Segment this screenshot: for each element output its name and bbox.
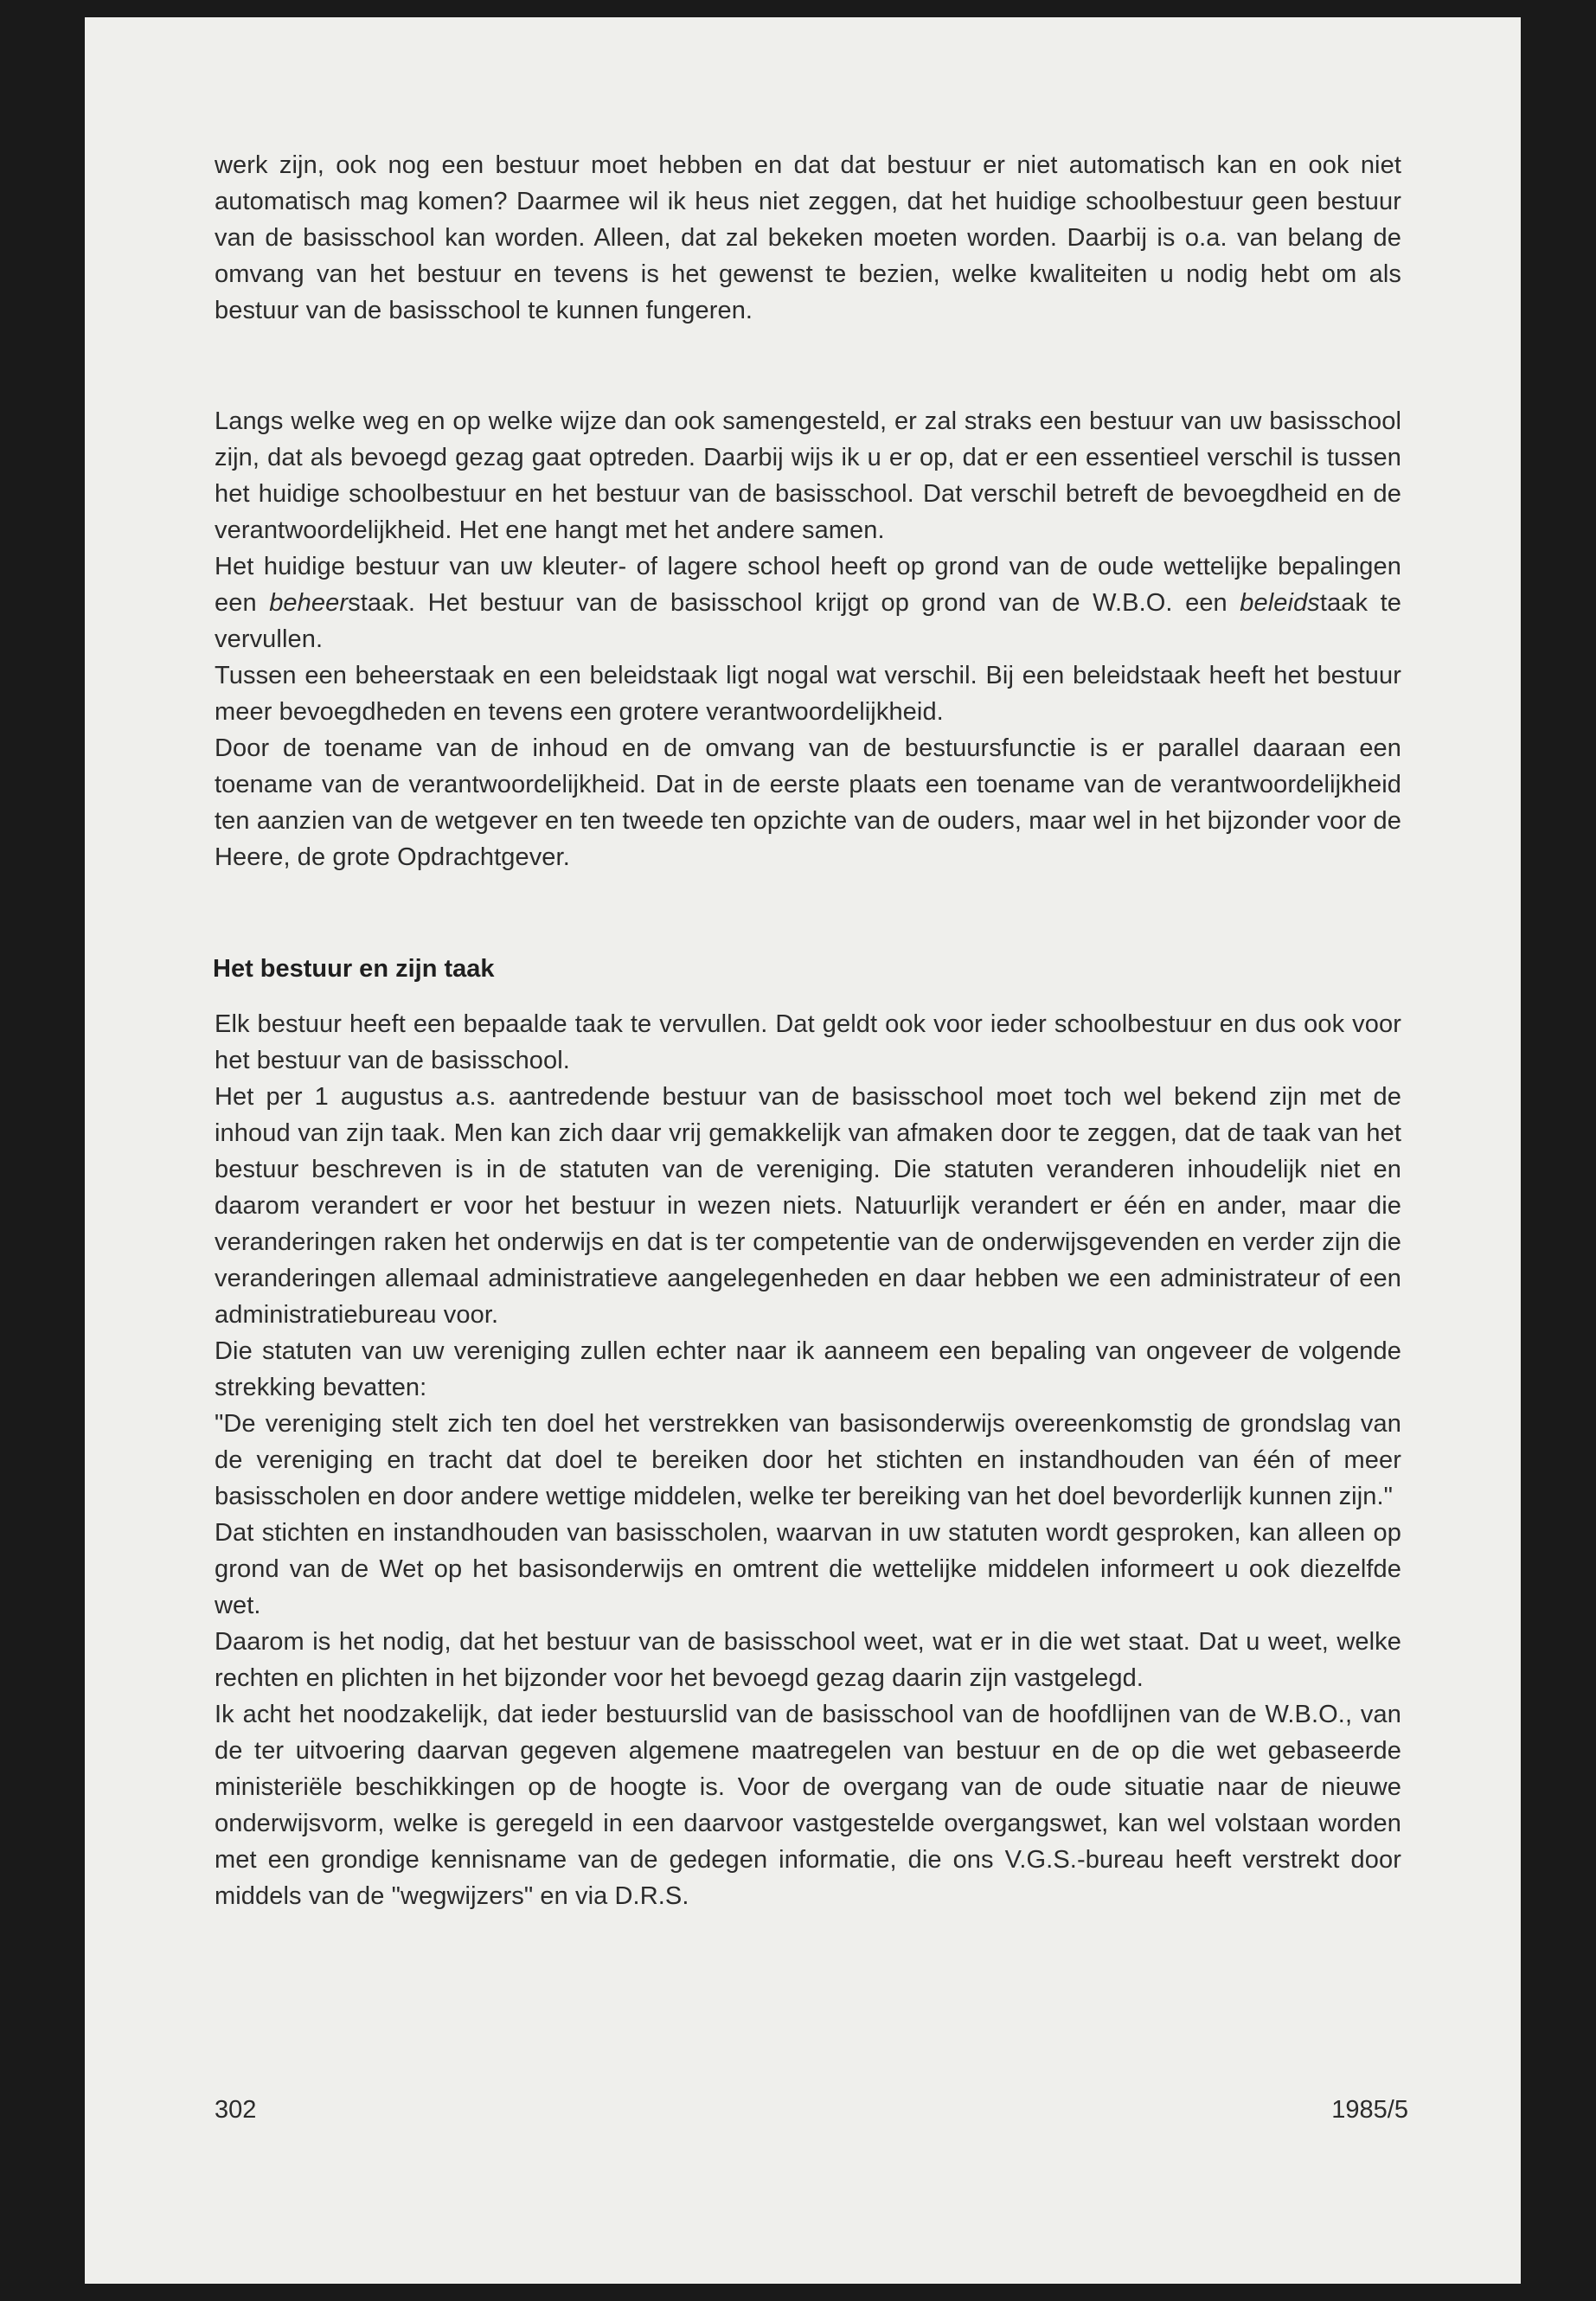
paragraph: Het per 1 augustus a.s. aantredende bestuur van de basisschool moet toch wel bekend zijn met de inhoud van zijn taak. Men kan zich daar vrij gemakkelijk van afmaken door te zeggen, dat de taak van het bestuur beschreven is in de statuten van de vereniging. Die statuten veranderen inhoudelijk niet en daarom verandert er voor het bestuur in wezen niets. Natuurlijk verandert er één en ander, maar die veranderingen raken het onderwijs en dat is ter competentie van de onderwijsgevenden en verder zijn die veranderingen allemaal administratieve aangelegenheden en daar hebben we een administrateur of een administratiebureau voor. xyxy=(215,1083,1401,1329)
section-2-text xyxy=(215,1006,1401,1914)
page-number: 302 xyxy=(215,2096,257,2124)
paragraph: Ik acht het noodzakelijk, dat ieder bestuurslid van de basisschool van de hoofdlijnen van de W.B.O., van de ter uitvoering daarvan gegeven algemene maatregelen van bestuur en de op die wet gebaseerde ministeriële beschikkingen op de hoogte is. Voor de overgang van de oude situatie naar de nieuwe onderwijsvorm, welke is geregeld in een daarvoor vastgestelde overgangswet, kan wel volstaan worden met een grondige kennisname van de gedegen informatie, die ons V.G.S.-bureau heeft verstrekt door middels van de "wegwijzers" en via D.R.S. xyxy=(215,1701,1401,1910)
paragraph: Daarom is het nodig, dat het bestuur van de basisschool weet, wat er in die wet staat. Dat u weet, welke rechten en plichten in het bijzonder voor het bevoegd gezag daarin zijn vastgelegd. xyxy=(215,1628,1401,1692)
paragraph: Elk bestuur heeft een bepaalde taak te vervullen. Dat geldt ook voor ieder schoolbestuur en dus ook voor het bestuur van de basisschool. xyxy=(215,1010,1401,1074)
paragraph xyxy=(215,548,1401,657)
text-run: staak. Het bestuur van de basisschool krijgt op grond van de W.B.O. een xyxy=(348,589,1240,617)
paragraph: Door de toename van de inhoud en de omvang van de bestuursfunctie is er parallel daaraan een toename van de verantwoordelijkheid. Dat in de eerste plaats een toename van de verantwoordelijkheid ten aanzien van de wetgever en ten tweede ten opzichte van de ouders, maar wel in het bijzonder voor de Heere, de grote Opdrachtgever. xyxy=(215,734,1401,871)
section-1-text xyxy=(215,147,1401,329)
paragraph: werk zijn, ook nog een bestuur moet hebben en dat dat bestuur er niet automatisch kan en ook niet automatisch mag komen? Daarmee wil ik heus niet zeggen, dat het huidige schoolbestuur geen bestuur van de basisschool kan worden. Alleen, dat zal bekeken moeten worden. Daarbij is o.a. van belang de omvang van het bestuur en tevens is het gewenst te bezien, welke kwaliteiten u nodig hebt om als bestuur van de basisschool te kunnen fungeren. xyxy=(215,151,1401,324)
paragraph: Langs welke weg en op welke wijze dan ook samengesteld, er zal straks een bestuur van uw basisschool zijn, dat als bevoegd gezag gaat optreden. Daarbij wijs ik u er op, dat er een essentieel verschil is tussen het huidige schoolbestuur en het bestuur van de basisschool. Dat verschil betreft de bevoegdheid en de verantwoordelijkheid. Het ene hangt met het andere samen. xyxy=(215,407,1401,544)
section-1-continued xyxy=(215,403,1401,875)
emphasis: beleids xyxy=(1240,589,1320,617)
quote-paragraph: "De vereniging stelt zich ten doel het verstrekken van basisonderwijs overeenkomstig de grondslag van de vereniging en tracht dat doel te bereiken door het stichten en instandhouden van één of meer basisscholen en door andere wettige middelen, welke ter bereiking van het doel bevorderlijk kunnen zijn." xyxy=(215,1410,1401,1510)
paragraph: Dat stichten en instandhouden van basisscholen, waarvan in uw statuten wordt gesproken, kan alleen op grond van de Wet op het basisonderwijs en omtrent die wettelijke middelen informeert u ook diezelfde wet. xyxy=(215,1519,1401,1619)
paragraph: Tussen een beheerstaak en een beleidstaak ligt nogal wat verschil. Bij een beleidstaak heeft het bestuur meer bevoegdheden en tevens een grotere verantwoordelijkheid. xyxy=(215,662,1401,726)
section-heading: Het bestuur en zijn taak xyxy=(213,955,495,983)
emphasis: beheer xyxy=(269,589,349,617)
text-run: taak te vervullen. xyxy=(215,589,1402,653)
paragraph: Die statuten van uw vereniging zullen echter naar ik aanneem een bepaling van ongeveer de volgende strekking bevatten: xyxy=(215,1337,1401,1401)
text-run: Het huidige bestuur van uw kleuter- of lagere school heeft op grond van de oude wettelijke bepalingen een xyxy=(215,553,1401,617)
document-page xyxy=(85,17,1521,2284)
issue-number: 1985/5 xyxy=(1331,2096,1408,2124)
